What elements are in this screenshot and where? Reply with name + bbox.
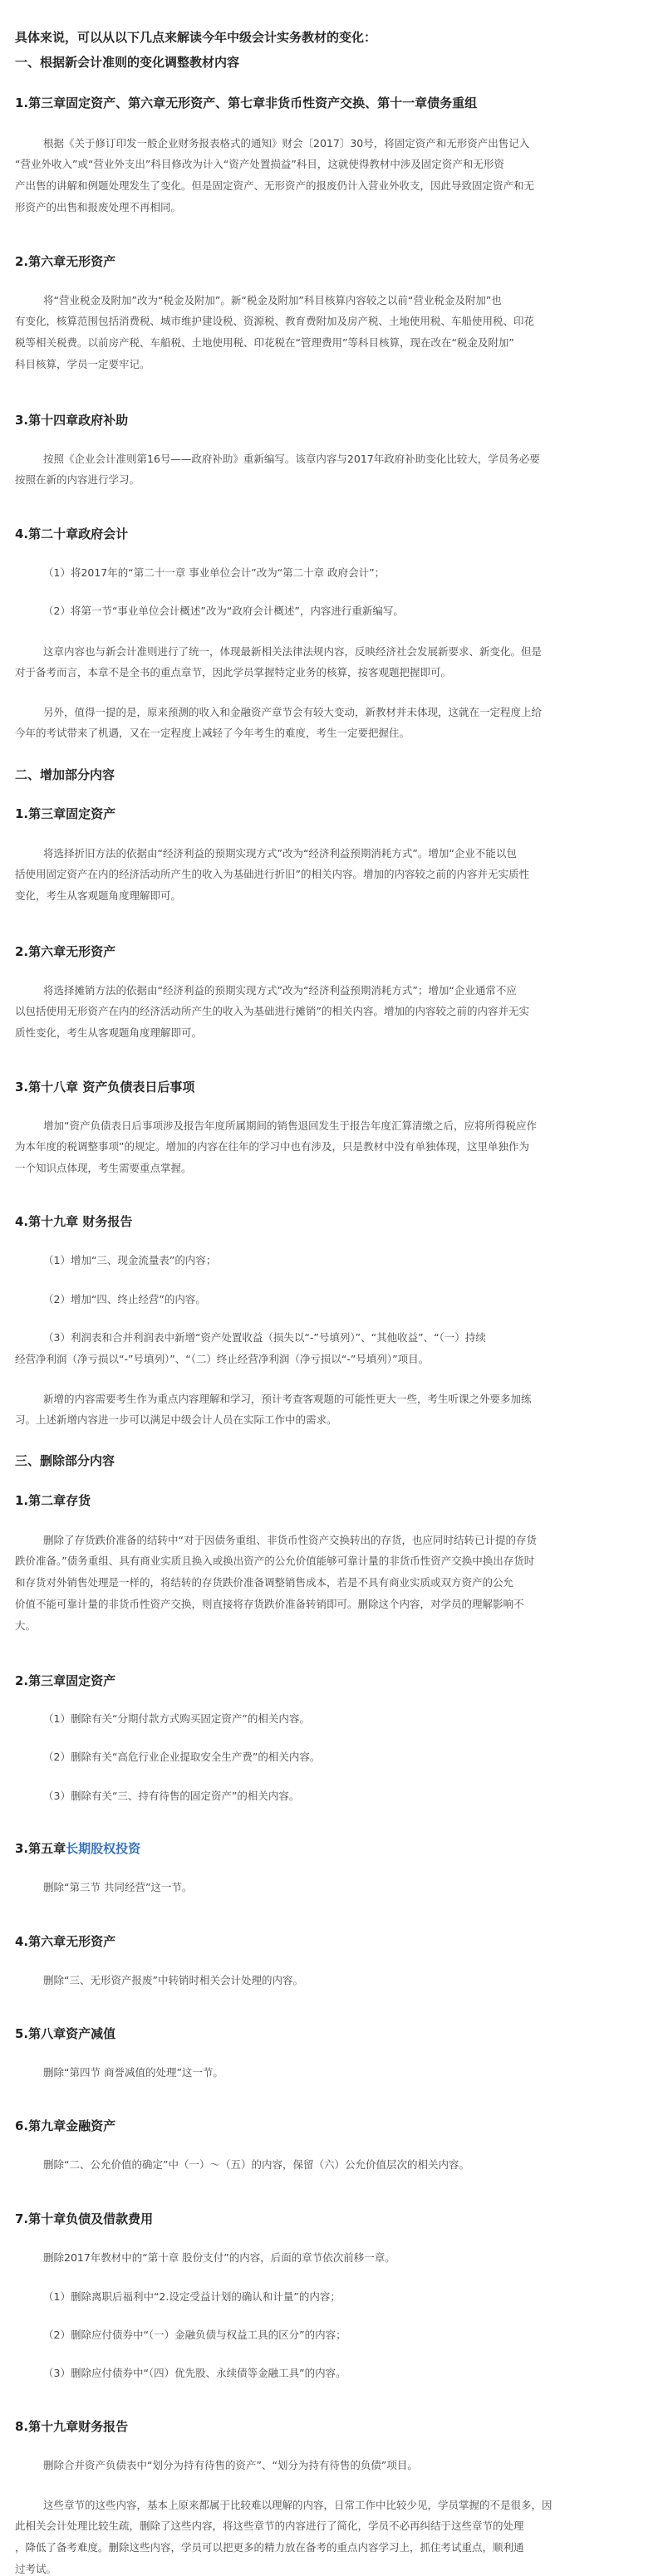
paragraph-line xyxy=(15,2518,524,2533)
line-text: 2.第三章固定资产 xyxy=(15,1673,116,1688)
paragraph-line xyxy=(43,451,540,466)
section-heading xyxy=(15,1078,194,1095)
paragraph-line xyxy=(15,313,534,328)
paragraph-line xyxy=(43,1291,206,1306)
section-heading xyxy=(15,2210,153,2227)
line-text: 将“营业税金及附加”改为“税金及附加”。新“税金及附加”科目核算内容较之以前“营业税金及附加”也 xyxy=(43,294,502,306)
paragraph-line xyxy=(43,2064,223,2079)
line-text: （2）删除应付债券中“（一）金融负债与权益工具的区分”的内容； xyxy=(43,2329,346,2341)
line-text: 3.第十四章政府补助 xyxy=(15,413,129,428)
line-text: 价值不能可靠计量的非货币性资产交换，则直接将存货跌价准备转销即可。删除这个内容，对学员的理解影响不 xyxy=(15,1598,524,1610)
line-text: 增加“资产负债表日后事项涉及报告年度所属期间的销售退回发生于报告年度汇算清缴之后，应将所得税应作 xyxy=(43,1119,537,1132)
paragraph-line xyxy=(43,135,529,150)
line-text: 5.第八章资产减值 xyxy=(15,2026,116,2041)
line-text: 7.第十章负债及借款费用 xyxy=(15,2211,154,2226)
line-text: 一个知识点体现，考生需要重点掌握。 xyxy=(15,1162,192,1174)
line-text: （1）删除离职后福利中“2.设定受益计划的确认和计量”的内容； xyxy=(43,2290,341,2303)
paragraph-line xyxy=(43,982,517,997)
section-heading xyxy=(15,1491,91,1509)
line-text: 删除合并资产负债表中“划分为持有待售的资产”、“划分为持有待售的负债”项目。 xyxy=(43,2459,418,2471)
paragraph-line xyxy=(15,725,410,740)
section-heading xyxy=(15,2117,115,2134)
paragraph-line xyxy=(43,845,517,860)
line-text: 有变化，核算范围包括消费税、城市维护建设税、资源税、教育费附加及房产税、土地使用税、车船使用税、印花 xyxy=(15,315,535,327)
line-text: 跌价准备。”债务重组、具有商业实质且换入或换出资产的公允价值能够可靠计量的非货币性资产交换中换出存货时 xyxy=(15,1555,535,1567)
line-text: 大。 xyxy=(15,1619,37,1632)
line-text: 一、根据新会计准则的变化调整教材内容 xyxy=(15,55,240,70)
paragraph-line xyxy=(15,2539,524,2554)
paragraph-line xyxy=(15,1003,529,1018)
line-text: 8.第十九章财务报告 xyxy=(15,2419,129,2434)
line-text: 税等相关税费。以前房产税、车船税、土地使用税、印花税在“管理费用”等科目核算，现在改在“税金及附加” xyxy=(15,336,514,349)
section-heading xyxy=(15,1672,115,1689)
line-text: （3）利润表和合并利润表中新增“资产处置收益（损失以“-”号填列）”、“其他收益”、“（一）持续 xyxy=(43,1331,486,1344)
line-text: 形资产的出售和报废处理不再相同。 xyxy=(15,201,182,213)
line-text: 和存货对外销售处理是一样的，将结转的存货跌价准备调整销售成本，若是不具有商业实质或双方资产的公允 xyxy=(15,1576,514,1589)
paragraph-line xyxy=(15,1351,429,1366)
line-text: 4.第六章无形资产 xyxy=(15,1934,116,1949)
line-text: 删除“二、公允价值的确定”中（一）～（五）的内容，保留（六）公允价值层次的相关内容。 xyxy=(43,2158,469,2171)
paragraph-line xyxy=(15,472,140,487)
line-text: 经营净利润（净亏损以“-”号填列）”、“（二）终止经营净利润（净亏损以“-”号填列）”项目。 xyxy=(15,1353,430,1365)
line-text: 2.第六章无形资产 xyxy=(15,254,116,269)
section-heading xyxy=(15,28,376,46)
line-text: 变化，考生从客观题角度理解即可。 xyxy=(15,889,182,902)
line-text: 科目核算，学员一定要牢记。 xyxy=(15,358,150,370)
line-text: 1.第二章存货 xyxy=(15,1493,91,1508)
paragraph-line xyxy=(43,1118,537,1133)
paragraph-line xyxy=(43,1391,532,1406)
line-text: ，降低了备考难度。删除这些内容，学员可以把更多的精力放在备考的重点内容学习上，抓住考试重点，顺利通 xyxy=(15,2541,524,2554)
paragraph-line xyxy=(15,199,181,214)
line-text: 这章内容也与新会计准则进行了统一，体现最新相关法律法规内容，反映经济社会发展新要求、新变化。但是 xyxy=(43,645,543,658)
line-text: 2.第六章无形资产 xyxy=(15,944,116,959)
line-text: 此相关会计处理比较生疏，删除了这些内容，将这些章节的内容进行了简化，学员不必再纠结于这些章节的处理 xyxy=(15,2520,524,2532)
section-heading xyxy=(15,525,128,542)
line-text: “营业外收入”或“营业外支出”科目修改为计入“资产处置损益”科目，这就使得教材中涉及固定资产和无形资 xyxy=(15,158,504,170)
paragraph-line xyxy=(43,644,542,659)
paragraph-line xyxy=(43,704,542,719)
paragraph-line xyxy=(43,292,502,307)
line-text: 1.第三章固定资产 xyxy=(15,806,116,821)
section-heading xyxy=(15,805,115,822)
paragraph-line xyxy=(43,2327,346,2342)
section-heading xyxy=(15,411,128,429)
line-text: 3.第十八章 资产负债表日后事项 xyxy=(15,1080,195,1095)
line-text: 按照《企业会计准则第16号——政府补助》重新编写。该章内容与2017年政府补助变化比较大，学员务必要 xyxy=(43,453,540,465)
paragraph-line xyxy=(15,1574,513,1589)
line-text: 三、删除部分内容 xyxy=(15,1453,115,1468)
section-heading xyxy=(15,252,115,270)
paragraph-line xyxy=(43,2365,346,2380)
section-heading xyxy=(15,53,239,71)
line-text: 为本年度的税调整事项”的规定。增加的内容在往年的学习中也有涉及，只是教材中没有单独体现，这里单独作为 xyxy=(15,1140,529,1153)
line-text: 二、增加部分内容 xyxy=(15,767,115,782)
line-text: 删除“第三节 共同经营”这一节。 xyxy=(43,1881,193,1893)
line-text: 6.第九章金融资产 xyxy=(15,2118,116,2133)
paragraph-line xyxy=(43,2157,469,2172)
line-text: （1）增加“三、现金流量表”的内容； xyxy=(43,1254,217,1266)
paragraph-line xyxy=(15,156,504,171)
paragraph-line xyxy=(15,178,534,193)
line-text: （3）删除应付债券中“（四）优先股、永续债等金融工具”的内容。 xyxy=(43,2367,346,2379)
paragraph-line xyxy=(15,1596,524,1611)
line-text: 质性变化，考生从客观题角度理解即可。 xyxy=(15,1026,203,1039)
paragraph-line xyxy=(43,1252,216,1267)
line-text: 括使用固定资产在内的经济活动所产生的收入为基础进行折旧”的相关内容。增加的内容较之前的内容并无实质性 xyxy=(15,868,529,880)
section-heading xyxy=(15,1839,140,1857)
paragraph-line xyxy=(43,1532,537,1547)
line-text: （2）删除有关“高危行业企业提取安全生产费”的相关内容。 xyxy=(43,1751,321,1763)
paragraph-line xyxy=(43,1972,303,1987)
line-text: 这些章节的这些内容，基本上原来都属于比较难以理解的内容，日常工作中比较少见，学员掌握的不是很多，因 xyxy=(43,2499,553,2511)
paragraph-line xyxy=(43,1879,192,1894)
line-text: 根据《关于修订印发一般企业财务报表格式的通知》财会〔2017〕30号，将固定资产和无形资产出售记入 xyxy=(43,137,530,149)
paragraph-line xyxy=(15,335,514,350)
line-text: 按照在新的内容进行学习。 xyxy=(15,473,140,486)
paragraph-line xyxy=(15,1618,36,1633)
paragraph-line xyxy=(15,888,181,903)
topic-link[interactable]: 长期股权投资 xyxy=(66,1841,141,1856)
line-text: （3）删除有关“三、持有待售的固定资产”的相关内容。 xyxy=(43,1790,300,1802)
section-heading xyxy=(15,766,115,783)
paragraph-line xyxy=(43,2289,341,2304)
paragraph-line xyxy=(43,1330,486,1344)
paragraph-line xyxy=(43,1749,320,1764)
section-heading xyxy=(15,1452,115,1469)
paragraph-line xyxy=(15,356,150,371)
section-heading xyxy=(15,943,115,960)
line-text: 删除2017年教材中的“第十章 股份支付”的内容，后面的章节依次前移一章。 xyxy=(43,2251,395,2264)
paragraph-line xyxy=(43,603,404,618)
line-text: （2）将第一节“事业单位会计概述”改为“政府会计概述”，内容进行重新编写。 xyxy=(43,605,404,617)
paragraph-line xyxy=(15,1412,337,1427)
line-text: （1）删除有关“分期付款方式购买固定资产”的相关内容。 xyxy=(43,1712,310,1725)
line-text: 4.第十九章 财务报告 xyxy=(15,1214,133,1229)
paragraph-line xyxy=(43,2457,418,2472)
section-heading xyxy=(15,1932,115,1950)
line-text: 删除“第四节 商誉减值的处理”这一节。 xyxy=(43,2066,223,2079)
section-heading xyxy=(15,94,477,111)
paragraph-line xyxy=(43,2497,553,2512)
line-text: 具体来说，可以从以下几点来解读今年中级会计实务教材的变化： xyxy=(15,30,377,45)
paragraph-line xyxy=(15,2561,56,2576)
paragraph-line xyxy=(15,1553,534,1568)
line-text: 以包括使用无形资产在内的经济活动所产生的收入为基础进行摊销”的相关内容。增加的内容较之前的内容并无实 xyxy=(15,1005,529,1017)
section-heading xyxy=(15,2025,115,2042)
line-text: 1.第三章固定资产、第六章无形资产、第七章非货币性资产交换、第十一章债务重组 xyxy=(15,95,478,110)
paragraph-line xyxy=(43,1711,310,1726)
paragraph-line xyxy=(15,664,451,679)
line-text: 过考试。 xyxy=(15,2563,57,2575)
paragraph-line xyxy=(15,1160,192,1175)
paragraph-line xyxy=(15,866,529,881)
line-text: 删除了存货跌价准备的结转中“对于因债务重组、非货币性资产交换转出的存货，也应同时结转已计提的存货 xyxy=(43,1534,537,1546)
section-heading xyxy=(15,2417,128,2435)
section-heading xyxy=(15,1212,132,1230)
paragraph-line xyxy=(43,565,385,580)
line-text: 删除“三、无形资产报废”中转销时相关会计处理的内容。 xyxy=(43,1974,303,1986)
paragraph-line xyxy=(43,2250,395,2265)
line-text: 4.第二十章政府会计 xyxy=(15,526,129,541)
line-text: 另外，值得一提的是，原来预测的收入和金融资产章节会有较大变动，新教材并未体现，这就在一定程度上给 xyxy=(43,706,543,718)
paragraph-line xyxy=(43,1788,299,1803)
paragraph-line xyxy=(15,1025,202,1040)
line-text: 3.第五章 xyxy=(15,1841,66,1856)
line-text: 习。上述新增内容进一步可以满足中级会计人员在实际工作中的需求。 xyxy=(15,1413,337,1426)
line-text: 将选择折旧方法的依据由“经济利益的预期实现方式”改为“经济利益预期消耗方式”。增加“企业不能以包 xyxy=(43,847,517,859)
line-text: 产出售的讲解和例题处理发生了变化。但是固定资产、无形资产的报废仍计入营业外收支，因此导致固定资产和无 xyxy=(15,179,535,192)
line-text: （2）增加“四、终止经营”的内容。 xyxy=(43,1293,206,1305)
line-text: 今年的考试带来了机遇，又在一定程度上减轻了今年考生的难度，考生一定要把握住。 xyxy=(15,727,410,739)
line-text: 将选择摊销方法的依据由“经济利益的预期实现方式”改为“经济利益预期消耗方式”；增加“企业通常不应 xyxy=(43,984,517,997)
paragraph-line xyxy=(15,1139,529,1153)
line-text: 新增的内容需要考生作为重点内容理解和学习，预计考查客观题的可能性更大一些，考生听课之外要多加练 xyxy=(43,1393,532,1405)
line-text: （1）将2017年的“第二十一章 事业单位会计”改为“第二十章 政府会计”； xyxy=(43,566,386,579)
line-text: 对于备考而言，本章不是全书的重点章节，因此学员掌握特定业务的核算，按客观题把握即可。 xyxy=(15,666,452,678)
